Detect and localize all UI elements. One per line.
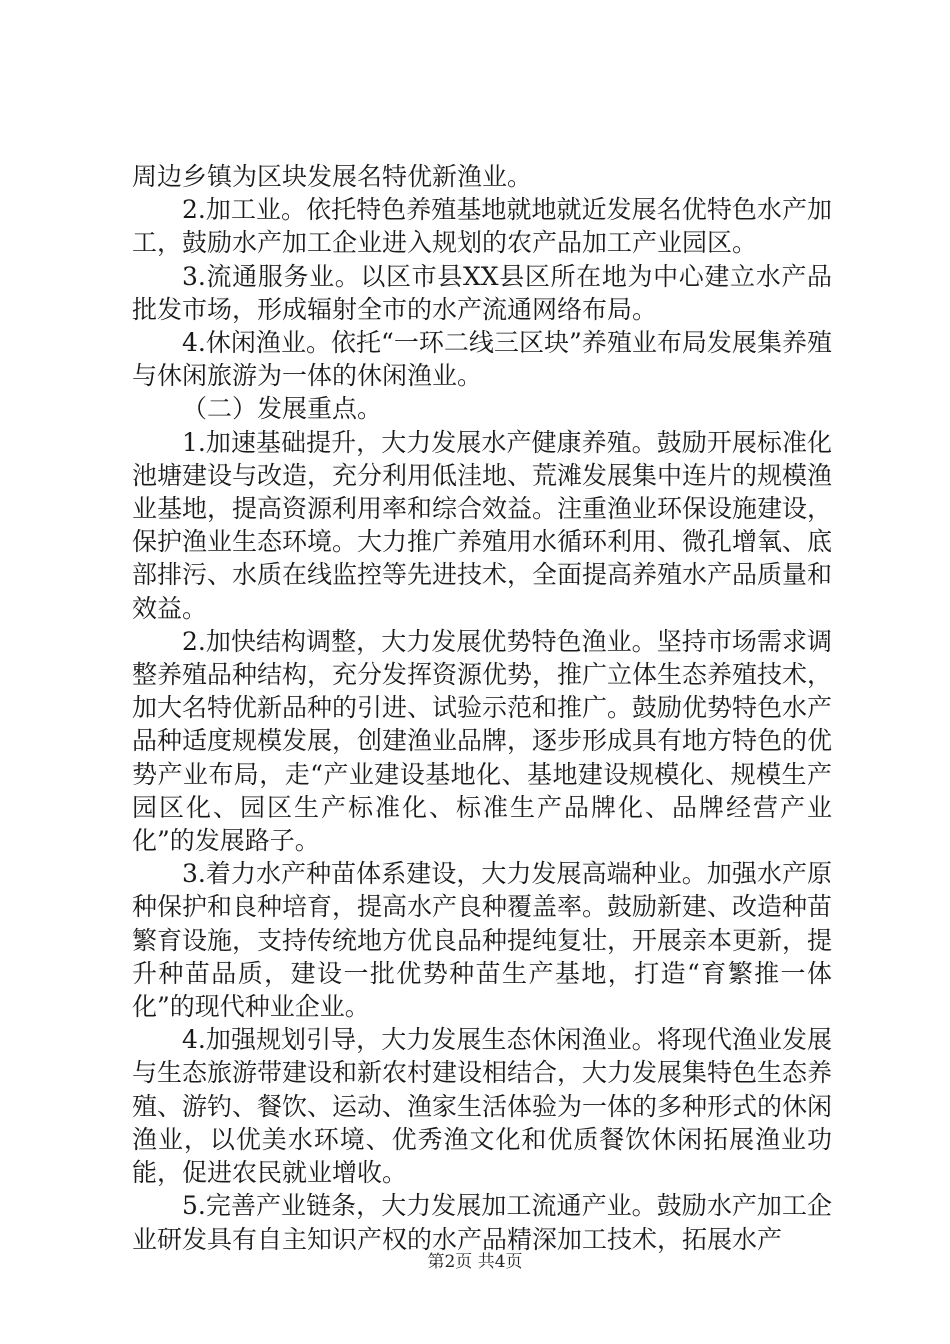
- paragraph-leisure-fishery: 4.休闲渔业。依托“一环二线三区块”养殖业布局发展集养殖与休闲旅游为一体的休闲渔业。: [132, 328, 832, 391]
- section-heading-development-focus: （二）发展重点。: [182, 394, 383, 424]
- paragraph-processing-industry: 2.加工业。依托特色养殖基地就地就近发展名优特色水产加工，鼓励水产加工企业进入规划的农产品加工产业园区。: [132, 195, 832, 258]
- paragraph-focus-1: 1.加速基础提升，大力发展水产健康养殖。鼓励开展标准化池塘建设与改造，充分利用低洼地、荒滩发展集中连片的规模渔业基地，提高资源利用率和综合效益。注重渔业环保设施建设，保护渔业生态环境。大力推广养殖用水循环利用、微孔增氧、底部排污、水质在线监控等先进技术，全面提高养殖水产品质量和效益。: [132, 427, 833, 623]
- paragraph-circulation-services: 3.流通服务业。以区市县XX县区所在地为中心建立水产品批发市场，形成辐射全市的水产流通网络布局。: [132, 261, 832, 324]
- paragraph-continuation: 周边乡镇为区块发展名特优新渔业。: [132, 162, 533, 191]
- paragraph-focus-3: 3.着力水产种苗体系建设，大力发展高端种业。加强水产原种保护和良种培育，提高水产良种覆盖率。鼓励新建、改造种苗繁育设施，支持传统地方优良品种提纯复壮，开展亲本更新，提升种苗品质，建设一批优势种苗生产基地，打造“育繁推一体化”的现代种业企业。: [132, 859, 833, 1022]
- paragraph-focus-5: 5.完善产业链条，大力发展加工流通产业。鼓励水产加工企业研发具有自主知识产权的水产品精深加工技术，拓展水产: [132, 1191, 832, 1254]
- document-body: [132, 160, 832, 1256]
- page-footer: 第2页 共4页: [427, 1252, 523, 1272]
- paragraph-focus-2: 2.加快结构调整，大力发展优势特色渔业。坚持市场需求调整养殖品种结构，充分发挥资源优势，推广立体生态养殖技术，加大名特优新品种的引进、试验示范和推广。鼓励优势特色水产品种适度规模发展，创建渔业品牌，逐步形成具有地方特色的优势产业布局，走“产业建设基地化、基地建设规模化、规模生产园区化、园区生产标准化、标准生产品牌化、品牌经营产业化”的发展路子。: [132, 626, 833, 856]
- paragraph-focus-4: 4.加强规划引导，大力发展生态休闲渔业。将现代渔业发展与生态旅游带建设和新农村建设相结合，大力发展集特色生态养殖、游钓、餐饮、运动、渔家生活体验为一体的多种形式的休闲渔业，以优美水环境、优秀渔文化和优质餐饮休闲拓展渔业功能，促进农民就业增收。: [132, 1025, 833, 1188]
